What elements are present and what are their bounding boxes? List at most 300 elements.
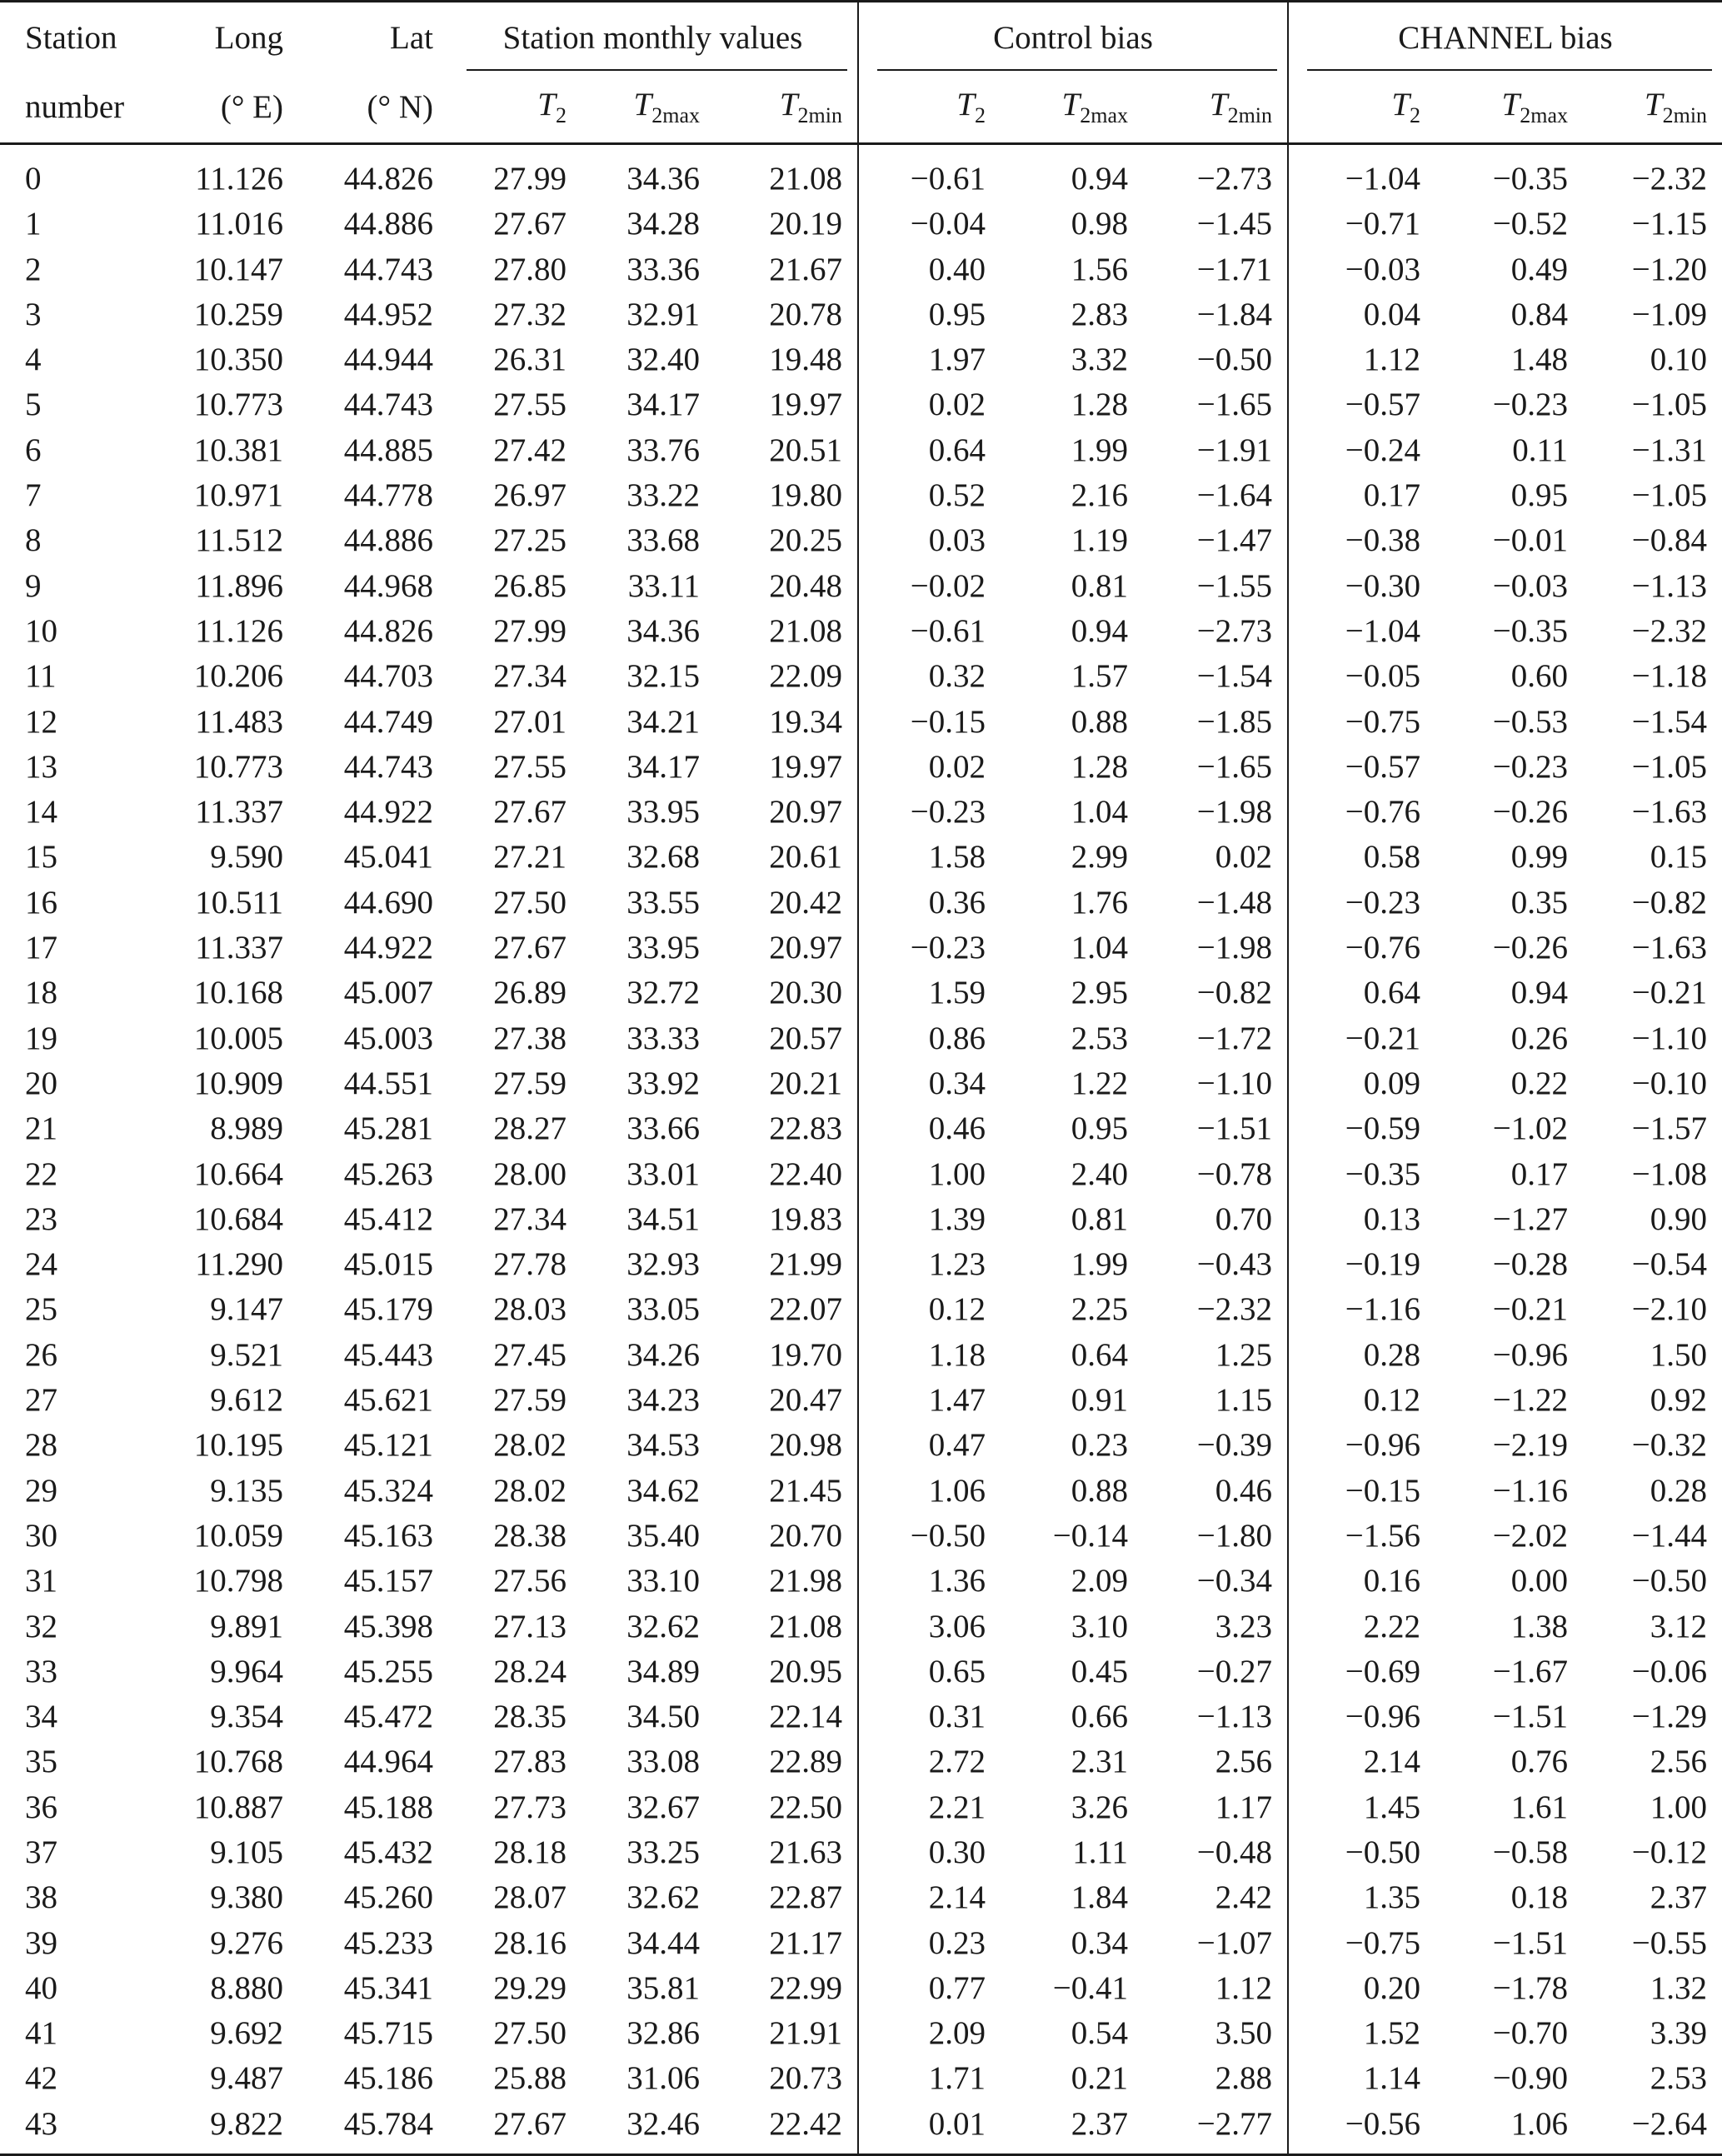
cell-station-t2max: 34.51 — [626, 1200, 700, 1237]
cell-control-bias-t2: 2.09 — [928, 2015, 986, 2052]
variable-symbol: T — [633, 86, 652, 122]
cell-station-number: 15 — [25, 839, 57, 876]
cell-channel-bias-t2min: −1.63 — [1631, 930, 1708, 966]
cell-longitude: 9.964 — [210, 1653, 283, 1689]
cell-latitude: 44.690 — [343, 884, 433, 921]
cell-latitude: 44.952 — [343, 296, 433, 332]
cell-station-number: 13 — [25, 748, 57, 785]
cell-control-bias-t2: −0.23 — [910, 930, 986, 966]
cell-channel-bias-t2min: −1.63 — [1631, 794, 1708, 831]
cell-control-bias-t2max: 1.11 — [1072, 1834, 1128, 1870]
variable-symbol: T — [537, 86, 556, 122]
cell-control-bias-t2max: 1.76 — [1071, 884, 1128, 921]
cell-channel-bias-t2: −1.16 — [1345, 1291, 1421, 1328]
cell-channel-bias-t2max: −1.02 — [1492, 1110, 1569, 1147]
cell-latitude: 44.749 — [343, 703, 433, 740]
cell-station-t2min: 20.48 — [715, 564, 858, 609]
cell-channel-bias-t2min: 0.15 — [1650, 839, 1708, 876]
header-group-rule — [467, 69, 847, 71]
cell-channel-bias-t2max: −0.35 — [1492, 612, 1569, 649]
table-row — [0, 1333, 1722, 1378]
cell-station-t2min: 21.08 — [715, 609, 858, 654]
cell-longitude: 11.512 — [195, 522, 283, 559]
cell-control-bias-t2max: 0.45 — [1071, 1653, 1128, 1689]
cell-station-t2max: 34.17 — [626, 387, 700, 423]
cell-control-bias-t2: 0.02 — [928, 387, 986, 423]
header-sv-t2max — [581, 71, 715, 144]
cell-control-bias-t2min: −2.32 — [1143, 1287, 1288, 1332]
cell-longitude: 10.887 — [193, 1789, 283, 1825]
cell-channel-bias-t2: 0.16 — [1363, 1563, 1421, 1600]
cell-longitude: 11.016 — [195, 206, 283, 242]
cell-control-bias-t2: 2.72 — [928, 1744, 986, 1780]
table-row — [0, 926, 1722, 971]
cell-station-number: 10 — [25, 612, 57, 649]
cell-control-bias-t2max: 1.28 — [1071, 387, 1128, 423]
header-cb-t2max — [1001, 71, 1143, 144]
cell-station-number: 40 — [25, 1969, 57, 2006]
cell-latitude: 45.784 — [298, 2102, 448, 2155]
cell-latitude: 44.826 — [343, 612, 433, 649]
variable-symbol: T — [956, 86, 975, 122]
table-row — [0, 202, 1722, 247]
cell-latitude: 44.886 — [343, 522, 433, 559]
cell-channel-bias-t2max: −0.28 — [1492, 1246, 1569, 1283]
table-row — [0, 564, 1722, 609]
cell-control-bias-t2max: −0.14 — [1052, 1517, 1128, 1554]
cell-station-number: 7 — [25, 477, 42, 514]
cell-control-bias-t2max: 1.04 — [1071, 930, 1128, 966]
cell-control-bias-t2max: 0.23 — [1071, 1427, 1128, 1464]
cell-longitude: 11.126 — [195, 161, 283, 197]
cell-channel-bias-t2: 0.12 — [1363, 1382, 1421, 1419]
cell-station-t2min: 21.91 — [715, 2011, 858, 2056]
cell-channel-bias-t2min: 0.90 — [1650, 1200, 1708, 1237]
cell-control-bias-t2max: 2.25 — [1071, 1291, 1128, 1328]
cell-latitude: 45.157 — [343, 1563, 433, 1600]
cell-control-bias-t2min: 1.25 — [1143, 1333, 1288, 1378]
cell-channel-bias-t2max: −0.01 — [1492, 522, 1569, 559]
cell-latitude: 44.968 — [343, 567, 433, 604]
cell-channel-bias-t2: −1.56 — [1345, 1517, 1421, 1554]
cell-control-bias-t2: 1.18 — [928, 1336, 986, 1373]
cell-latitude: 45.186 — [343, 2060, 433, 2097]
header-sv-t2min — [715, 71, 858, 144]
cell-station-t2min: 20.78 — [715, 292, 858, 337]
cell-channel-bias-t2min: −0.21 — [1631, 975, 1708, 1011]
cell-station-t2: 27.78 — [493, 1246, 567, 1283]
cell-control-bias-t2min: −2.73 — [1143, 609, 1288, 654]
cell-channel-bias-t2: −0.57 — [1345, 387, 1421, 423]
cell-latitude: 45.163 — [343, 1517, 433, 1554]
table-row — [0, 1785, 1722, 1830]
cell-station-t2max: 32.46 — [581, 2102, 715, 2155]
cell-station-t2min: 20.70 — [715, 1514, 858, 1559]
cell-channel-bias-t2: 0.09 — [1363, 1065, 1421, 1101]
table-row — [0, 1197, 1722, 1242]
cell-channel-bias-t2max: 0.95 — [1510, 477, 1569, 514]
cell-station-t2: 28.02 — [493, 1427, 567, 1464]
header-ch-t2 — [1288, 71, 1435, 144]
cell-station-t2: 25.88 — [493, 2060, 567, 2097]
header-long-unit: (° E) — [148, 71, 298, 144]
cell-longitude: 11.896 — [195, 567, 283, 604]
cell-station-t2min: 19.70 — [715, 1333, 858, 1378]
table-row — [0, 1830, 1722, 1875]
table-row — [0, 1016, 1722, 1061]
table-row — [0, 382, 1722, 427]
cell-control-bias-t2max: 0.88 — [1071, 703, 1128, 740]
cell-station-t2min: 20.61 — [715, 835, 858, 880]
cell-control-bias-t2min: 2.42 — [1143, 1875, 1288, 1920]
cell-longitude: 11.337 — [195, 930, 283, 966]
table-row — [0, 1378, 1722, 1423]
cell-channel-bias-t2max: −0.90 — [1492, 2060, 1569, 2097]
cell-station-t2: 28.18 — [493, 1834, 567, 1870]
cell-channel-bias-t2max: −2.19 — [1492, 1427, 1569, 1464]
cell-channel-bias-t2min: −1.44 — [1631, 1517, 1708, 1554]
table-row — [0, 518, 1722, 563]
cell-control-bias-t2: 0.30 — [928, 1834, 986, 1870]
table-row — [0, 1423, 1722, 1468]
cell-station-number: 28 — [25, 1427, 57, 1464]
cell-control-bias-t2: 0.31 — [928, 1699, 986, 1735]
cell-latitude: 44.743 — [343, 251, 433, 287]
cell-channel-bias-t2min: 0.92 — [1650, 1382, 1708, 1419]
cell-station-number: 8 — [25, 522, 42, 559]
cell-station-t2min: 22.83 — [715, 1106, 858, 1151]
cell-channel-bias-t2min: −1.05 — [1631, 477, 1708, 514]
cell-station-t2: 27.42 — [493, 432, 567, 468]
cell-channel-bias-t2max: −0.70 — [1492, 2015, 1569, 2052]
cell-latitude: 45.715 — [343, 2015, 433, 2052]
cell-station-t2: 27.67 — [493, 930, 567, 966]
cell-control-bias-t2min: −0.43 — [1143, 1242, 1288, 1287]
cell-latitude: 45.324 — [343, 1472, 433, 1509]
cell-control-bias-t2max: 1.04 — [1071, 794, 1128, 831]
table-row — [0, 2056, 1722, 2101]
cell-channel-bias-t2: −0.56 — [1288, 2102, 1435, 2155]
table-row — [0, 1649, 1722, 1694]
header-row-variables — [0, 71, 1722, 144]
table-row — [0, 1694, 1722, 1739]
cell-station-number: 36 — [25, 1789, 57, 1825]
cell-channel-bias-t2max: −0.26 — [1492, 794, 1569, 831]
cell-latitude: 44.743 — [343, 748, 433, 785]
cell-control-bias-t2max: −0.41 — [1052, 1969, 1128, 2006]
table-row — [0, 835, 1722, 880]
cell-channel-bias-t2: −0.30 — [1345, 567, 1421, 604]
cell-station-number: 16 — [25, 884, 57, 921]
cell-channel-bias-t2: −0.75 — [1345, 1924, 1421, 1961]
cell-longitude: 11.290 — [195, 1246, 283, 1283]
cell-station-number: 35 — [25, 1744, 57, 1780]
cell-control-bias-t2max: 2.37 — [1001, 2102, 1143, 2155]
cell-control-bias-t2min: −1.10 — [1143, 1061, 1288, 1106]
cell-control-bias-t2: 1.39 — [928, 1200, 986, 1237]
cell-control-bias-t2: 3.06 — [928, 1608, 986, 1644]
header-ch-t2max — [1435, 71, 1583, 144]
cell-station-t2: 27.55 — [493, 387, 567, 423]
cell-station-t2max: 34.44 — [626, 1924, 700, 1961]
cell-latitude: 44.922 — [343, 794, 433, 831]
cell-station-number: 14 — [25, 794, 57, 831]
cell-channel-bias-t2max: 0.94 — [1510, 975, 1569, 1011]
cell-station-t2max: 34.36 — [626, 161, 700, 197]
cell-channel-bias-t2: −0.15 — [1345, 1472, 1421, 1509]
cell-latitude: 45.003 — [343, 1020, 433, 1056]
cell-control-bias-t2min: −1.91 — [1143, 428, 1288, 473]
table-row — [0, 1287, 1722, 1332]
cell-station-t2min: 21.99 — [715, 1242, 858, 1287]
cell-channel-bias-t2min: −2.32 — [1631, 161, 1708, 197]
cell-station-t2min: 20.73 — [715, 2056, 858, 2101]
cell-station-t2: 27.45 — [493, 1336, 567, 1373]
cell-latitude: 45.281 — [343, 1110, 433, 1147]
cell-station-number: 1 — [25, 206, 42, 242]
cell-station-t2min: 21.08 — [715, 1605, 858, 1649]
cell-longitude: 9.135 — [210, 1472, 283, 1509]
cell-station-t2max: 32.40 — [626, 342, 700, 378]
cell-channel-bias-t2max: 0.35 — [1510, 884, 1569, 921]
cell-longitude: 10.798 — [193, 1563, 283, 1600]
cell-channel-bias-t2min: −0.55 — [1631, 1924, 1708, 1961]
variable-subscript: 2min — [1662, 102, 1708, 127]
cell-control-bias-t2min: −1.13 — [1143, 1694, 1288, 1739]
header-group-control-bias — [858, 2, 1288, 72]
cell-station-t2max: 32.86 — [626, 2015, 700, 2052]
cell-control-bias-t2: −0.15 — [910, 703, 986, 740]
variable-subscript: 2min — [1227, 102, 1273, 127]
cell-station-t2: 27.59 — [493, 1065, 567, 1101]
cell-station-number: 34 — [25, 1699, 57, 1735]
cell-longitude: 10.168 — [193, 975, 283, 1011]
cell-station-t2: 26.97 — [493, 477, 567, 514]
cell-longitude: 10.381 — [193, 432, 283, 468]
cell-longitude: 9.354 — [210, 1699, 283, 1735]
cell-channel-bias-t2max: 0.99 — [1510, 839, 1569, 876]
cell-station-t2min: 22.50 — [715, 1785, 858, 1830]
cell-station-number: 42 — [25, 2060, 57, 2097]
cell-station-t2min: 19.34 — [715, 700, 858, 745]
cell-control-bias-t2: 0.95 — [928, 296, 986, 332]
cell-channel-bias-t2: 1.14 — [1363, 2060, 1421, 2097]
cell-longitude: 9.521 — [210, 1336, 283, 1373]
cell-control-bias-t2max: 0.94 — [1071, 612, 1128, 649]
cell-longitude: 10.773 — [193, 748, 283, 785]
header-group-station-monthly-values — [448, 2, 858, 72]
cell-station-t2: 28.02 — [493, 1472, 567, 1509]
variable-subscript: 2 — [556, 102, 567, 127]
cell-station-t2max: 32.67 — [626, 1789, 700, 1825]
cell-control-bias-t2: 0.65 — [928, 1653, 986, 1689]
cell-channel-bias-t2: −0.76 — [1345, 930, 1421, 966]
cell-station-t2max: 33.68 — [626, 522, 700, 559]
cell-station-number: 12 — [25, 703, 57, 740]
cell-channel-bias-t2: −0.38 — [1345, 522, 1421, 559]
cell-station-t2max: 34.36 — [626, 612, 700, 649]
cell-control-bias-t2: 2.14 — [928, 1879, 986, 1916]
cell-station-number: 18 — [25, 975, 57, 1011]
cell-latitude: 44.743 — [343, 387, 433, 423]
cell-control-bias-t2min: 3.50 — [1143, 2011, 1288, 2056]
cell-control-bias-t2min: 0.70 — [1143, 1197, 1288, 1242]
cell-station-t2max: 33.05 — [626, 1291, 700, 1328]
cell-longitude: 9.105 — [210, 1834, 283, 1870]
cell-control-bias-t2min: 3.23 — [1143, 1605, 1288, 1649]
cell-longitude: 8.880 — [210, 1969, 283, 2006]
table-row — [0, 700, 1722, 745]
cell-control-bias-t2max: 3.26 — [1071, 1789, 1128, 1825]
cell-station-number: 3 — [25, 296, 42, 332]
cell-station-t2min: 21.98 — [715, 1559, 858, 1604]
cell-channel-bias-t2min: −1.29 — [1631, 1699, 1708, 1735]
cell-channel-bias-t2max: 0.17 — [1510, 1155, 1569, 1192]
cell-channel-bias-t2: −0.69 — [1345, 1653, 1421, 1689]
cell-station-number: 43 — [0, 2102, 148, 2155]
cell-channel-bias-t2min: 0.10 — [1650, 342, 1708, 378]
cell-latitude: 45.255 — [343, 1653, 433, 1689]
cell-control-bias-t2: 0.52 — [928, 477, 986, 514]
cell-channel-bias-t2min: −1.20 — [1631, 251, 1708, 287]
cell-channel-bias-t2: −0.76 — [1345, 794, 1421, 831]
cell-station-t2max: 32.62 — [626, 1608, 700, 1644]
cell-latitude: 45.341 — [343, 1969, 433, 2006]
cell-channel-bias-t2: −1.04 — [1345, 612, 1421, 649]
cell-longitude: 9.147 — [210, 1291, 283, 1328]
cell-longitude: 9.276 — [210, 1924, 283, 1961]
cell-latitude: 45.179 — [343, 1291, 433, 1328]
cell-longitude: 10.005 — [193, 1020, 283, 1056]
cell-control-bias-t2min: 1.12 — [1143, 1966, 1288, 2011]
cell-channel-bias-t2min: −1.09 — [1631, 296, 1708, 332]
cell-station-t2max: 34.23 — [626, 1382, 700, 1419]
cell-channel-bias-t2: 0.64 — [1363, 975, 1421, 1011]
cell-control-bias-t2min: 0.02 — [1143, 835, 1288, 880]
cell-station-t2max: 32.62 — [626, 1879, 700, 1916]
cell-station-t2: 27.38 — [493, 1020, 567, 1056]
cell-longitude: 11.337 — [195, 794, 283, 831]
cell-station-number: 39 — [25, 1924, 57, 1961]
cell-station-number: 41 — [25, 2015, 57, 2052]
cell-latitude: 44.703 — [343, 658, 433, 695]
cell-channel-bias-t2: 1.12 — [1363, 342, 1421, 378]
cell-control-bias-t2max: 0.66 — [1071, 1699, 1128, 1735]
table-row — [0, 2011, 1722, 2056]
cell-station-t2max: 35.40 — [626, 1517, 700, 1554]
cell-control-bias-t2: 0.64 — [928, 432, 986, 468]
table-row — [0, 473, 1722, 518]
cell-control-bias-t2max: 2.31 — [1071, 1744, 1128, 1780]
cell-channel-bias-t2min: −1.18 — [1631, 658, 1708, 695]
cell-control-bias-t2min: −1.72 — [1143, 1016, 1288, 1061]
cell-station-t2min: 19.83 — [715, 1197, 858, 1242]
table-row — [0, 337, 1722, 382]
cell-station-t2min: 22.40 — [715, 1152, 858, 1197]
cell-station-t2min: 21.08 — [715, 144, 858, 202]
cell-channel-bias-t2max: 0.18 — [1510, 1879, 1569, 1916]
cell-control-bias-t2min: −1.45 — [1143, 202, 1288, 247]
cell-control-bias-t2: 1.47 — [928, 1382, 986, 1419]
cell-longitude: 11.483 — [195, 703, 283, 740]
cell-channel-bias-t2max: 1.06 — [1435, 2102, 1583, 2155]
cell-station-t2min: 20.47 — [715, 1378, 858, 1423]
cell-station-t2: 28.07 — [493, 1879, 567, 1916]
header-long: Long — [148, 2, 298, 72]
cell-channel-bias-t2: −0.57 — [1345, 748, 1421, 785]
cell-station-t2max: 33.10 — [626, 1563, 700, 1600]
cell-control-bias-t2: 1.97 — [928, 342, 986, 378]
cell-channel-bias-t2min: 2.56 — [1650, 1744, 1708, 1780]
cell-station-t2: 27.67 — [448, 2102, 581, 2155]
cell-control-bias-t2max: 1.22 — [1071, 1065, 1128, 1101]
cell-station-t2: 27.34 — [493, 1200, 567, 1237]
cell-station-t2min: 21.63 — [715, 1830, 858, 1875]
cell-control-bias-t2min: −0.82 — [1143, 971, 1288, 1016]
cell-channel-bias-t2max: −0.58 — [1492, 1834, 1569, 1870]
cell-station-number: 22 — [25, 1155, 57, 1192]
variable-subscript: 2max — [1520, 102, 1569, 127]
cell-control-bias-t2min: −1.71 — [1143, 247, 1288, 292]
cell-control-bias-t2max: 0.98 — [1071, 206, 1128, 242]
cell-control-bias-t2min: −0.48 — [1143, 1830, 1288, 1875]
cell-channel-bias-t2min: −1.31 — [1631, 432, 1708, 468]
table-row — [0, 1061, 1722, 1106]
cell-latitude: 45.621 — [343, 1382, 433, 1419]
table-row — [0, 1605, 1722, 1649]
cell-channel-bias-t2max: −0.23 — [1492, 748, 1569, 785]
cell-station-t2min: 19.97 — [715, 382, 858, 427]
cell-latitude: 45.007 — [343, 975, 433, 1011]
cell-station-number: 9 — [25, 567, 42, 604]
cell-station-t2min: 19.80 — [715, 473, 858, 518]
cell-control-bias-t2min: −1.65 — [1143, 382, 1288, 427]
header-group-rule — [1307, 69, 1712, 71]
cell-station-t2max: 33.55 — [626, 884, 700, 921]
cell-channel-bias-t2max: −0.23 — [1492, 387, 1569, 423]
cell-station-t2: 27.01 — [493, 703, 567, 740]
cell-channel-bias-t2max: −1.16 — [1492, 1472, 1569, 1509]
cell-longitude: 11.126 — [195, 612, 283, 649]
header-lat: Lat — [298, 2, 448, 72]
cell-channel-bias-t2max: −1.67 — [1492, 1653, 1569, 1689]
cell-station-t2: 28.27 — [493, 1110, 567, 1147]
cell-channel-bias-t2min: −0.06 — [1631, 1653, 1708, 1689]
cell-control-bias-t2min: 2.88 — [1143, 2056, 1288, 2101]
cell-latitude: 44.885 — [343, 432, 433, 468]
cell-station-t2: 28.16 — [493, 1924, 567, 1961]
cell-longitude: 9.380 — [210, 1879, 283, 1916]
cell-channel-bias-t2min: −0.50 — [1631, 1563, 1708, 1600]
cell-control-bias-t2max: 1.19 — [1071, 522, 1128, 559]
cell-channel-bias-t2min: 1.00 — [1650, 1789, 1708, 1825]
cell-station-t2: 27.56 — [493, 1563, 567, 1600]
cell-station-t2max: 34.50 — [626, 1699, 700, 1735]
variable-subscript: 2min — [797, 102, 842, 127]
cell-station-t2max: 33.11 — [627, 567, 700, 604]
cell-channel-bias-t2min: −2.64 — [1583, 2102, 1722, 2155]
cell-control-bias-t2: 0.34 — [928, 1065, 986, 1101]
cell-station-t2: 27.67 — [493, 206, 567, 242]
cell-station-t2max: 33.95 — [626, 794, 700, 831]
cell-station-t2max: 32.15 — [626, 658, 700, 695]
cell-longitude: 10.259 — [193, 296, 283, 332]
cell-longitude: 10.350 — [193, 342, 283, 378]
cell-station-t2min: 22.14 — [715, 1694, 858, 1739]
cell-longitude: 10.909 — [193, 1065, 283, 1101]
header-group-channel-bias-label: CHANNEL bias — [1398, 19, 1613, 56]
cell-channel-bias-t2: −0.75 — [1345, 703, 1421, 740]
